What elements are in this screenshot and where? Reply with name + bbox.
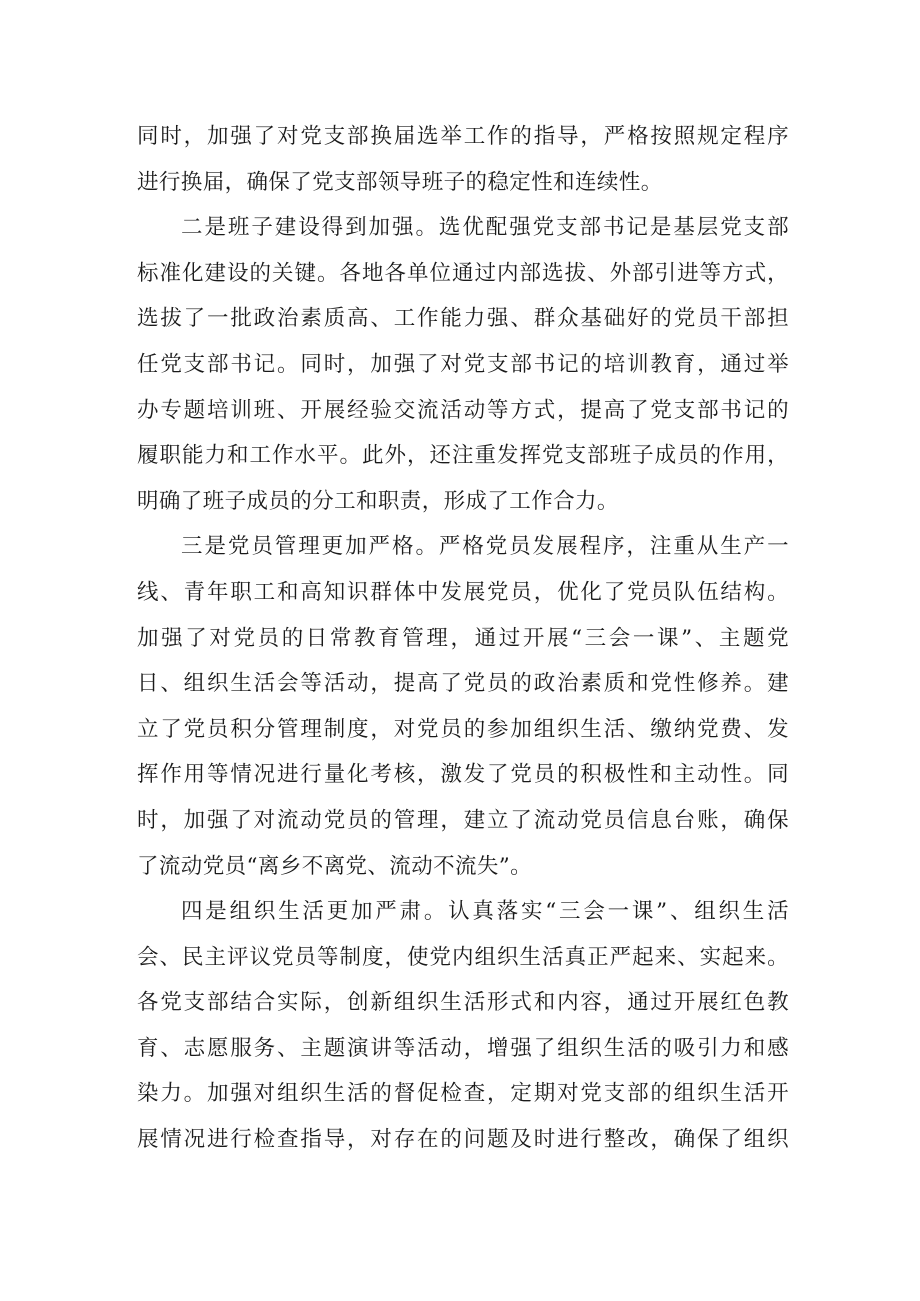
- text-line: 了流动党员“离乡不离党、流动不流失”。: [137, 853, 533, 879]
- text-line: 各党支部结合实际，创新组织生活形式和内容，通过开展红色教: [137, 990, 789, 1016]
- text-line: 展情况进行检查指导，对存在的问题及时进行整改，确保了组织: [137, 1127, 789, 1153]
- text-line: 二是班子建设得到加强。选优配强党支部书记是基层党支部: [181, 215, 789, 241]
- text-line: 明确了班子成员的分工和职责，形成了工作合力。: [137, 488, 619, 514]
- text-line: 日、组织生活会等活动，提高了党员的政治素质和党性修养。建: [137, 671, 789, 697]
- text-line: 时，加强了对流动党员的管理，建立了流动党员信息台账，确保: [137, 807, 789, 833]
- document-body: [137, 114, 789, 1163]
- text-line: 挥作用等情况进行量化考核，激发了党员的积极性和主动性。同: [137, 762, 789, 788]
- text-line: 标准化建设的关键。各地各单位通过内部选拔、外部引进等方式，: [137, 260, 789, 286]
- text-line: 履职能力和工作水平。此外，还注重发挥党支部班子成员的作用，: [137, 443, 789, 469]
- text-line: 会、民主评议党员等制度，使党内组织生活真正严起来、实起来。: [137, 944, 789, 970]
- text-line: 办专题培训班、开展经验交流活动等方式，提高了党支部书记的: [137, 397, 789, 423]
- text-line: 加强了对党员的日常教育管理，通过开展“三会一课”、主题党: [137, 625, 789, 651]
- text-line: 染力。加强对组织生活的督促检查，定期对党支部的组织生活开: [137, 1081, 789, 1107]
- text-line: 四是组织生活更加严肃。认真落实“三会一课”、组织生活: [181, 899, 789, 925]
- text-line: 进行换届，确保了党支部领导班子的稳定性和连续性。: [137, 169, 663, 195]
- text-line: 立了党员积分管理制度，对党员的参加组织生活、缴纳党费、发: [137, 716, 789, 742]
- text-line: 任党支部书记。同时，加强了对党支部书记的培训教育，通过举: [137, 351, 789, 377]
- text-line: 育、志愿服务、主题演讲等活动，增强了组织生活的吸引力和感: [137, 1035, 789, 1061]
- text-line: 选拔了一批政治素质高、工作能力强、群众基础好的党员干部担: [137, 306, 789, 332]
- text-line: 同时，加强了对党支部换届选举工作的指导，严格按照规定程序: [137, 124, 789, 149]
- text-line: 线、青年职工和高知识群体中发展党员，优化了党员队伍结构。: [137, 579, 789, 605]
- text-line: 三是党员管理更加严格。严格党员发展程序，注重从生产一: [181, 534, 789, 560]
